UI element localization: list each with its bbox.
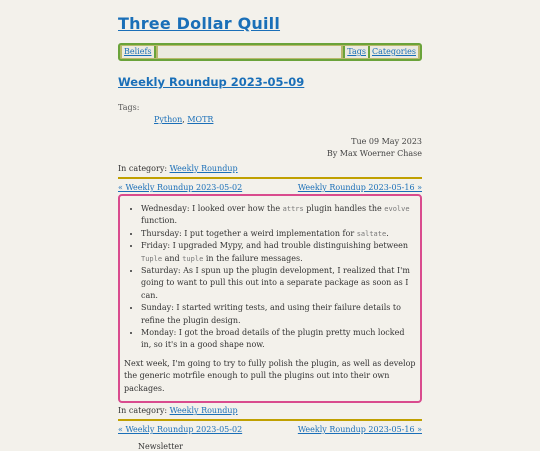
list-item: • Monday: I got the broad details of the plugin pretty much locked in, so it's in a good shape now. <box>141 327 416 352</box>
nav-tags-link[interactable]: Tags <box>347 47 366 56</box>
summary-paragraph: Next week, I'm going to try to fully polish the plugin, as well as develop the generic motrfile enough to pull the plugins out into their own packages. <box>124 358 416 393</box>
pager-bottom <box>118 425 422 434</box>
category-prefix: In category: <box>118 406 168 416</box>
divider <box>118 177 422 179</box>
post-content <box>118 194 422 403</box>
prev-post-link-bottom[interactable]: « Weekly Roundup 2023-05-02 <box>118 425 243 435</box>
tag-link-motr[interactable]: MOTR <box>187 115 214 124</box>
post-title-link[interactable]: Weekly Roundup 2023-05-09 <box>118 75 305 89</box>
next-post-link[interactable]: Weekly Roundup 2023-05-16 » <box>297 183 422 192</box>
nav-categories-link[interactable]: Categories <box>372 47 416 56</box>
pager-top <box>118 183 422 192</box>
list-item: • Thursday: I put together a weird implementation for saltate. <box>141 228 416 240</box>
nav-beliefs-link[interactable]: Beliefs <box>124 47 152 56</box>
category-line-bottom <box>118 406 422 415</box>
list-item: • Wednesday: I looked over how the attrs plugin handles the evolve function. <box>141 203 416 228</box>
navbar <box>118 43 422 61</box>
divider-bottom <box>118 419 422 421</box>
category-link-bottom[interactable]: Weekly Roundup <box>169 406 238 416</box>
post-date: Tue 09 May 2023 <box>351 137 422 146</box>
tags-label: Tags: <box>118 103 140 112</box>
list-item: • Friday: I upgraded Mypy, and had trouble distinguishing between Tuple and tuple in the failure messages. <box>141 240 416 265</box>
post-author: By Max Woerner Chase <box>326 149 422 158</box>
nav-separator <box>154 46 156 58</box>
nav-spacer <box>158 46 342 58</box>
category-prefix: In category: <box>118 164 168 173</box>
site-title-link[interactable]: Three Dollar Quill <box>118 14 281 33</box>
tag-link-python[interactable]: Python <box>154 115 183 124</box>
category-link[interactable]: Weekly Roundup <box>169 164 238 173</box>
tags-list: Python, MOTR <box>154 115 214 124</box>
list-item: • Sunday: I started writing tests, and using their failure details to refine the plugin design. <box>141 302 416 327</box>
footer-partial-text: Newsletter <box>138 442 183 451</box>
list-item: • Saturday: As I spun up the plugin development, I realized that I'm going to want to pull this out into a separate package as soon as I can. <box>141 265 416 302</box>
next-post-link-bottom[interactable]: Weekly Roundup 2023-05-16 » <box>297 425 422 435</box>
page <box>118 0 422 451</box>
prev-post-link[interactable]: « Weekly Roundup 2023-05-02 <box>118 183 243 192</box>
category-line <box>118 164 422 173</box>
post-meta <box>118 136 422 160</box>
roundup-list <box>124 203 416 352</box>
